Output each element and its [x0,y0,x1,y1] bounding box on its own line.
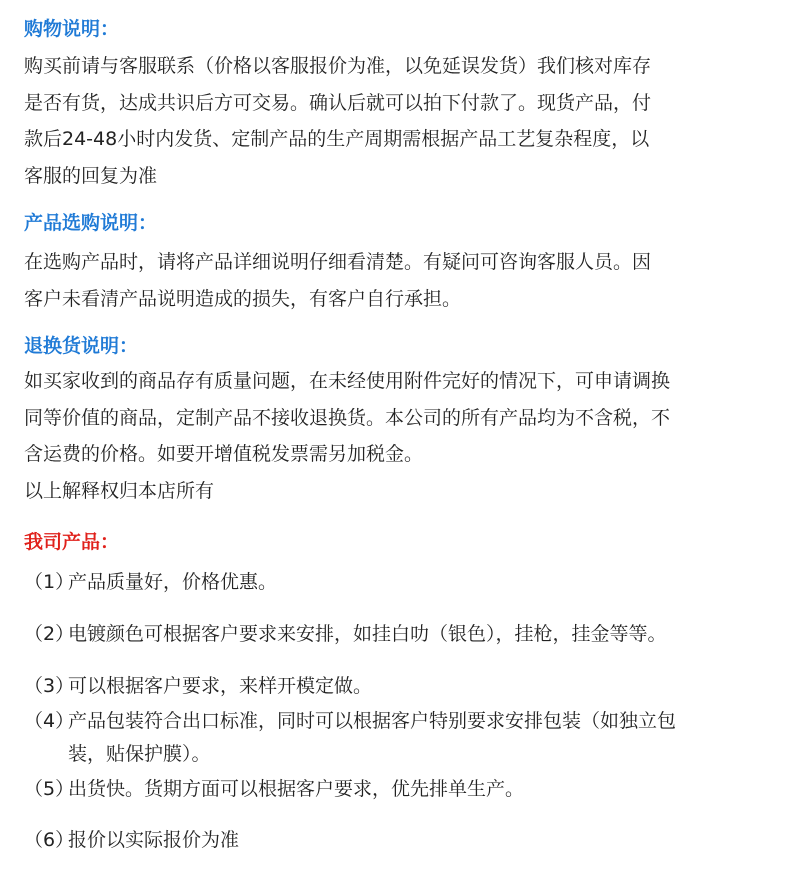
returns-text [24,363,776,509]
purchase-line: 款后24-48小时内发货、定制产品的生产周期需根据产品工艺复杂程度，以 [24,128,650,150]
item-number: （2） [24,623,75,645]
item-number: （4） [24,710,75,732]
returns-line: 同等价值的商品，定制产品不接收退换货。本公司的所有产品均为不含税，不 [24,406,671,429]
purchase-line: 客服的回复为准 [24,164,158,187]
item-number: （1） [24,571,75,593]
item-number: （3） [24,675,75,697]
item-line: 产品质量好，价格优惠。 [68,571,278,593]
item-number: （6） [24,829,75,851]
returns-line: 含运费的价格。如要开增值税发票需另加税金。 [24,443,424,465]
selection-text [24,244,776,317]
item-text [68,566,780,599]
item-text [68,773,780,806]
purchase-line: 是否有货，达成共识后方可交易。确认后就可以拍下付款了。现货产品，付 [24,91,652,114]
item-text [68,705,780,771]
purchase-text [24,48,776,194]
item-text [68,618,780,651]
item-number: （5） [24,778,75,800]
selection-line: 在选购产品时，请将产品详细说明仔细看清楚。有疑问可咨询客服人员。因 [24,251,652,273]
item-text [68,824,780,857]
item-line: 可以根据客户要求，来样开模定做。 [68,675,373,697]
returns-line: 如买家收到的商品存有质量问题，在未经使用附件完好的情况下，可申请调换 [24,370,671,392]
item-line: 产品包装符合出口标准，同时可以根据客户特别要求安排包装（如独立包 [68,710,677,732]
selection-title: 产品选购说明： [24,212,158,234]
returns-line: 以上解释权归本店所有 [24,479,215,502]
item-line: 电镀颜色可根据客户要求来安排，如挂白叻（银色），挂枪，挂金等等。 [68,623,667,645]
purchase-line: 购买前请与客服联系（价格以客服报价为准，以免延误发货）我们核对库存 [24,55,652,77]
purchase-title: 购物说明： [24,18,120,40]
item-text [68,670,780,703]
item-line: 出货快。货期方面可以根据客户要求，优先排单生产。 [68,778,525,800]
products-title: 我司产品： [24,531,120,553]
item-line: 装，贴保护膜）。 [68,743,211,765]
selection-line: 客户未看清产品说明造成的损失，有客户自行承担。 [24,287,462,310]
item-line: 报价以实际报价为准 [68,829,240,851]
returns-title: 退换货说明： [24,335,139,357]
